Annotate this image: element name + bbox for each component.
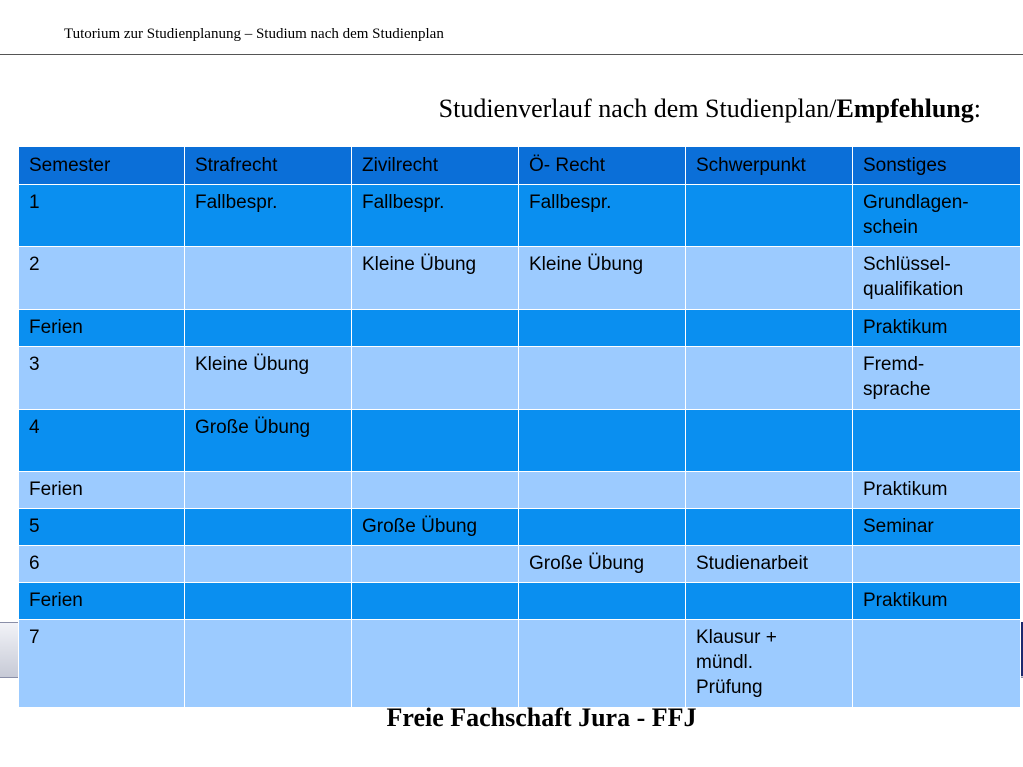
table-row bbox=[19, 620, 1021, 708]
table-cell: Grundlagen- schein bbox=[853, 185, 1021, 247]
table-cell: Praktikum bbox=[853, 583, 1021, 620]
table-cell bbox=[686, 583, 853, 620]
table-cell bbox=[519, 509, 686, 546]
slide-heading bbox=[439, 94, 981, 124]
column-header: Sonstiges bbox=[853, 147, 1021, 185]
table-cell: Große Übung bbox=[185, 410, 352, 472]
column-header: Zivilrecht bbox=[352, 147, 519, 185]
table-cell: 4 bbox=[19, 410, 185, 472]
table-cell bbox=[185, 620, 352, 708]
table-cell: Große Übung bbox=[352, 509, 519, 546]
table-row bbox=[19, 546, 1021, 583]
table-cell: Praktikum bbox=[853, 310, 1021, 347]
table-cell: Große Übung bbox=[519, 546, 686, 583]
table-cell: Ferien bbox=[19, 310, 185, 347]
table-cell bbox=[352, 410, 519, 472]
column-header: Ö- Recht bbox=[519, 147, 686, 185]
table-cell bbox=[686, 509, 853, 546]
slide-heading-bold: Empfehlung bbox=[836, 94, 974, 123]
table-cell: 7 bbox=[19, 620, 185, 708]
table-cell bbox=[185, 509, 352, 546]
table-cell: 3 bbox=[19, 347, 185, 410]
table-cell: Ferien bbox=[19, 472, 185, 509]
table-cell: Fallbespr. bbox=[352, 185, 519, 247]
table-cell: Praktikum bbox=[853, 472, 1021, 509]
table-cell bbox=[352, 347, 519, 410]
table-cell bbox=[686, 310, 853, 347]
table-cell bbox=[686, 347, 853, 410]
table-cell bbox=[519, 472, 686, 509]
table-cell: Kleine Übung bbox=[352, 247, 519, 310]
table-cell: Schlüssel- qualifikation bbox=[853, 247, 1021, 310]
table-row bbox=[19, 509, 1021, 546]
table-header-row bbox=[19, 147, 1021, 185]
table-cell bbox=[853, 410, 1021, 472]
column-header: Semester bbox=[19, 147, 185, 185]
study-plan-table bbox=[18, 146, 1021, 708]
table-row bbox=[19, 185, 1021, 247]
table-cell: Ferien bbox=[19, 583, 185, 620]
table-cell bbox=[185, 546, 352, 583]
table-cell: 5 bbox=[19, 509, 185, 546]
table-cell bbox=[686, 410, 853, 472]
table-cell bbox=[352, 546, 519, 583]
table-row bbox=[19, 347, 1021, 410]
column-header: Schwerpunkt bbox=[686, 147, 853, 185]
table-cell: Kleine Übung bbox=[519, 247, 686, 310]
table-cell bbox=[686, 247, 853, 310]
column-header: Strafrecht bbox=[185, 147, 352, 185]
table-cell bbox=[185, 247, 352, 310]
table-cell bbox=[185, 310, 352, 347]
table-cell: Fallbespr. bbox=[519, 185, 686, 247]
table-cell: Seminar bbox=[853, 509, 1021, 546]
header-title: Tutorium zur Studienplanung – Studium nach dem Studienplan bbox=[64, 26, 444, 42]
table-cell bbox=[686, 472, 853, 509]
header-divider bbox=[0, 54, 1023, 55]
table-cell bbox=[185, 472, 352, 509]
table-cell bbox=[519, 583, 686, 620]
table-cell bbox=[519, 310, 686, 347]
table-cell bbox=[185, 583, 352, 620]
table-row bbox=[19, 247, 1021, 310]
table-row bbox=[19, 583, 1021, 620]
table-cell bbox=[853, 546, 1021, 583]
table-row bbox=[19, 472, 1021, 509]
table-cell: Fallbespr. bbox=[185, 185, 352, 247]
slide-heading-suffix: : bbox=[973, 94, 981, 123]
table-cell bbox=[686, 185, 853, 247]
table-cell bbox=[519, 620, 686, 708]
table-cell bbox=[519, 347, 686, 410]
table-cell bbox=[352, 620, 519, 708]
table-cell bbox=[352, 310, 519, 347]
table-cell bbox=[352, 583, 519, 620]
table-cell: 1 bbox=[19, 185, 185, 247]
table-cell: Studienarbeit bbox=[686, 546, 853, 583]
table-cell: Fremd- sprache bbox=[853, 347, 1021, 410]
footer-text: Freie Fachschaft Jura - FFJ bbox=[386, 703, 697, 732]
slide-heading-prefix: Studienverlauf nach dem Studienplan/ bbox=[438, 94, 837, 123]
table-row bbox=[19, 310, 1021, 347]
table-row bbox=[19, 410, 1021, 472]
table-cell: 6 bbox=[19, 546, 185, 583]
table-cell bbox=[853, 620, 1021, 708]
table-cell bbox=[519, 410, 686, 472]
table-cell: Kleine Übung bbox=[185, 347, 352, 410]
table-cell: Klausur + mündl. Prüfung bbox=[686, 620, 853, 708]
table-cell: 2 bbox=[19, 247, 185, 310]
table-cell bbox=[352, 472, 519, 509]
